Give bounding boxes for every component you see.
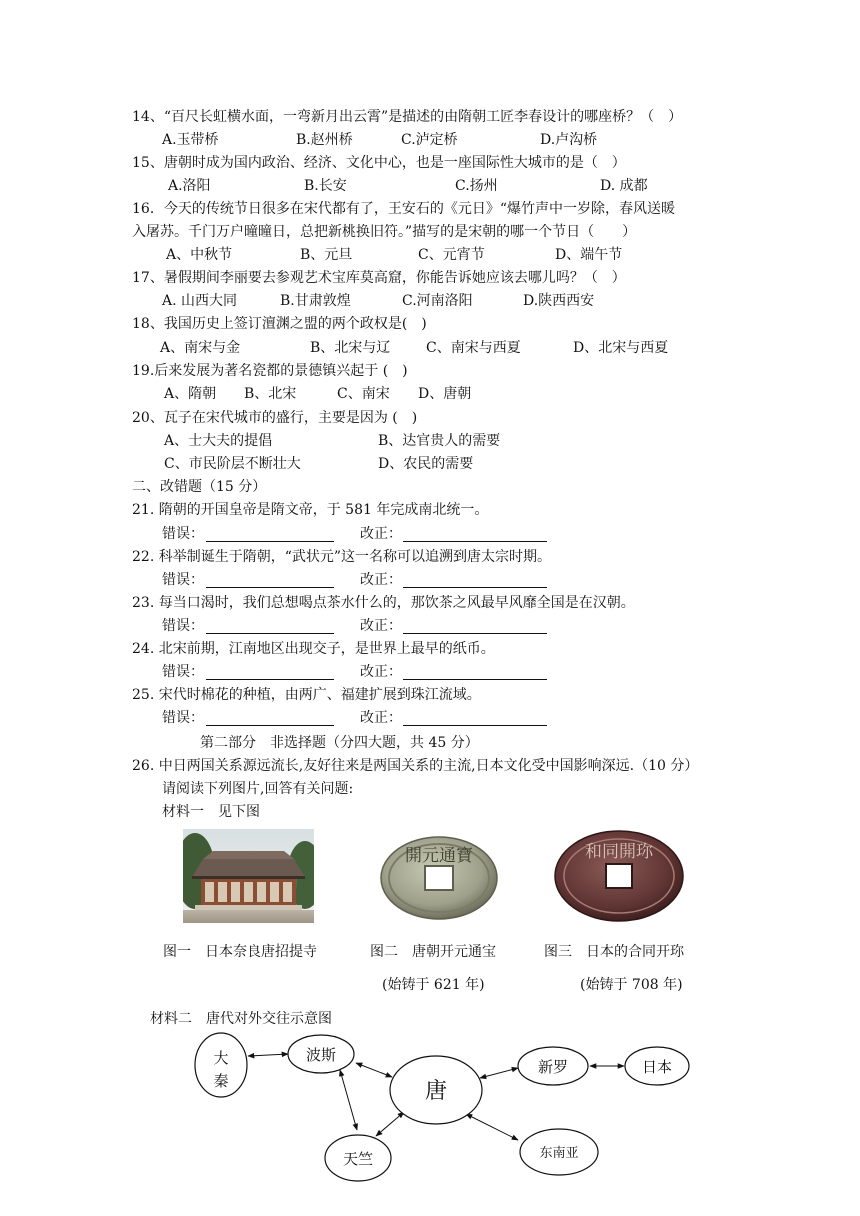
q17-option-a: A. 山西大同 xyxy=(162,293,238,309)
figure-3-subcaption: (始铸于 708 年) xyxy=(580,977,683,993)
figure-2-subcaption: (始铸于 621 年) xyxy=(382,977,485,993)
fix-label: 改正： xyxy=(360,710,402,726)
question-18-stem: 18、我国历史上签订澶渊之盟的两个政权是( ) xyxy=(132,316,427,332)
question-19-stem: 19.后来发展为著名瓷都的景德镇兴起于 ( ) xyxy=(132,363,408,379)
q15-option-a: A.洛阳 xyxy=(168,178,211,194)
arrow-bosi-tang xyxy=(356,1063,392,1077)
correction-item-25: 25. 宋代时棉花的种植，由两广、福建扩展到珠江流域。 xyxy=(132,687,481,703)
q14-option-b: B.赵州桥 xyxy=(296,132,353,148)
material-1-label: 材料一 见下图 xyxy=(162,804,260,820)
arrow-tang-dongnanya xyxy=(466,1114,518,1140)
question-17-stem: 17、暑假期间李丽要去参观艺术宝库莫高窟，你能告诉她应该去哪儿吗？（ ） xyxy=(132,270,626,286)
q18-option-d: D、北宋与西夏 xyxy=(573,340,669,356)
q16-option-a: A、中秋节 xyxy=(166,247,233,263)
q19-option-b: B、北宋 xyxy=(244,386,297,402)
part-2-title: 第二部分 非选择题（分四大题，共 45 分） xyxy=(200,735,479,751)
label-riben: 日本 xyxy=(641,1058,673,1076)
correction-item-21: 21. 隋朝的开国皇帝是隋文帝，于 581 年完成南北统一。 xyxy=(132,502,489,518)
q20-option-b: B、达官贵人的需要 xyxy=(378,433,501,449)
q14-option-a: A.玉带桥 xyxy=(162,132,219,148)
q15-option-d: D. 成都 xyxy=(600,178,648,194)
section-2-title: 二、改错题（15 分） xyxy=(132,479,267,495)
q17-option-d: D.陕西西安 xyxy=(523,293,595,309)
q16-option-c: C、元宵节 xyxy=(418,247,485,263)
arrow-daqin-bosi xyxy=(248,1054,288,1056)
material-2-label: 材料二 唐代对外交往示意图 xyxy=(150,1011,332,1027)
fix-label: 改正： xyxy=(360,664,402,680)
figure-3-caption: 图三 日本的合同开珎 xyxy=(544,944,684,960)
question-16-stem: 16．今天的传统节日很多在宋代都有了，王安石的《元日》“爆竹声中一岁除，春风送暖 xyxy=(132,201,675,217)
arrow-bosi-tianzhu xyxy=(340,1070,357,1130)
question-16-stem-2: 入屠苏。千门万户曈曈日，总把新桃换旧符。”描写的是宋朝的哪一个节日（ ） xyxy=(132,224,637,240)
error-label: 错误： xyxy=(162,572,204,588)
correction-item-22: 22. 科举制诞生于隋朝，“武状元”这一名称可以追溯到唐太宗时期。 xyxy=(132,549,552,565)
label-dongnanya: 东南亚 xyxy=(539,1146,579,1161)
q17-option-b: B.甘肃敦煌 xyxy=(280,293,351,309)
q18-option-a: A、南宋与金 xyxy=(160,340,241,356)
q19-option-a: A、隋朝 xyxy=(164,386,217,402)
q18-option-b: B、北宋与辽 xyxy=(310,340,391,356)
coin-3-chars: 和同開珎 xyxy=(585,842,653,862)
figure-1-caption: 图一 日本奈良唐招提寺 xyxy=(163,944,317,960)
error-label: 错误： xyxy=(162,710,204,726)
label-xinluo: 新罗 xyxy=(537,1058,569,1076)
q20-option-c: C、市民阶层不断壮大 xyxy=(164,456,301,472)
correction-item-24: 24. 北宋前期，江南地区出现交子，是世界上最早的纸币。 xyxy=(132,641,495,657)
fix-label: 改正： xyxy=(360,526,402,542)
q14-option-d: D.卢沟桥 xyxy=(540,132,598,148)
coin-2-char-top: 開元通寶 xyxy=(405,846,473,866)
q20-option-a: A、士大夫的提倡 xyxy=(164,433,273,449)
error-label: 错误： xyxy=(162,618,204,634)
arrow-tianzhu-tang xyxy=(376,1112,404,1136)
q19-option-c: C、南宋 xyxy=(337,386,390,402)
arrow-tang-xinluo xyxy=(480,1068,518,1078)
q18-option-c: C、南宋与西夏 xyxy=(426,340,521,356)
q16-option-b: B、元旦 xyxy=(300,247,353,263)
question-26-instruction: 请阅读下列图片,回答有关问题: xyxy=(162,781,354,797)
label-tang: 唐 xyxy=(424,1079,448,1104)
label-daqin-1: 大 xyxy=(213,1049,229,1067)
error-label: 错误： xyxy=(162,526,204,542)
question-15-stem: 15、唐朝时成为国内政治、经济、文化中心，也是一座国际性大城市的是（ ） xyxy=(132,155,626,171)
label-bosi: 波斯 xyxy=(305,1046,337,1064)
fix-label: 改正： xyxy=(360,618,402,634)
q15-option-b: B.长安 xyxy=(304,178,347,194)
figure-2-caption: 图二 唐朝开元通宝 xyxy=(370,944,496,960)
question-20-stem: 20、瓦子在宋代城市的盛行，主要是因为 ( ) xyxy=(132,410,418,426)
q20-option-d: D、农民的需要 xyxy=(378,456,474,472)
q15-option-c: C.扬州 xyxy=(455,178,498,194)
label-tianzhu: 天竺 xyxy=(342,1150,374,1168)
q14-option-c: C.泸定桥 xyxy=(401,132,458,148)
q19-option-d: D、唐朝 xyxy=(418,386,472,402)
question-26-stem: 26. 中日两国关系源远流长,友好往来是两国关系的主流,日本文化受中国影响深远.（10 分） xyxy=(132,758,699,774)
correction-item-23: 23. 每当口渴时，我们总想喝点茶水什么的，那饮茶之风最早风靡全国是在汉朝。 xyxy=(132,595,635,611)
fix-label: 改正： xyxy=(360,572,402,588)
q16-option-d: D、端午节 xyxy=(555,247,623,263)
label-daqin-2: 秦 xyxy=(213,1072,229,1090)
question-14-stem: 14、“百尺长虹横水面，一弯新月出云霄”是描述的由隋朝工匠李春设计的哪座桥？（ ） xyxy=(132,109,683,125)
error-label: 错误： xyxy=(162,664,204,680)
q17-option-c: C.河南洛阳 xyxy=(402,293,473,309)
